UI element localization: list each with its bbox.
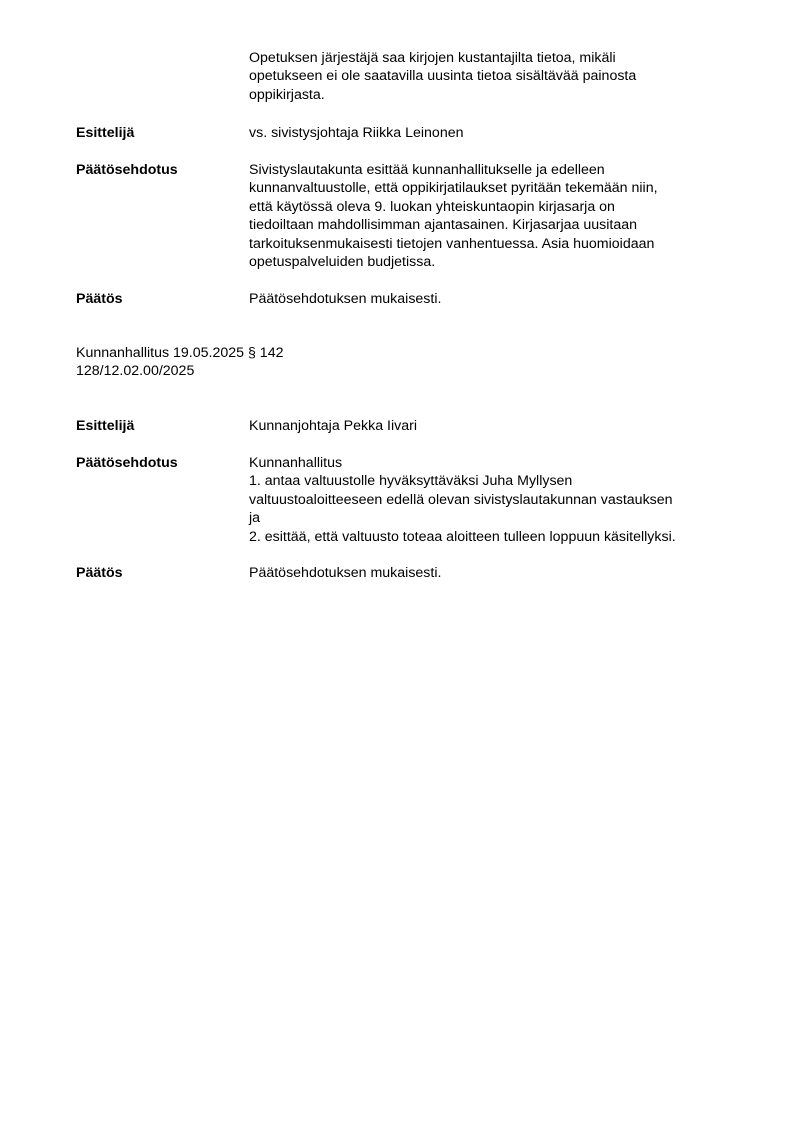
proposal-line: Kunnanhallitus <box>249 455 343 471</box>
presenter-value: Kunnanjohtaja Pekka Iivari <box>249 418 417 434</box>
proposal-line: Sivistyslautakunta esittää kunnanhallitukselle ja edelleen <box>249 162 605 178</box>
proposal-text <box>249 161 739 271</box>
proposal-line: kunnanvaltuustolle, että oppikirjatilaukset pyritään tekemään niin, <box>249 180 658 197</box>
proposal-line: valtuustoaloitteeseen edellä olevan sivistyslautakunnan vastauksen <box>249 491 673 508</box>
proposal-label: Päätösehdotus <box>76 455 178 471</box>
intro-paragraph <box>249 49 739 104</box>
presenter-label: Esittelijä <box>76 418 135 434</box>
proposal-line: 2. esittää, että valtuusto toteaa aloitteen tulleen loppuun käsitellyksi. <box>249 528 676 545</box>
proposal-line: opetuspalveluiden budjetissa. <box>249 254 436 271</box>
intro-line: opetukseen ei ole saatavilla uusinta tietoa sisältävää painosta <box>249 68 637 85</box>
proposal-line: tiedoiltaan mahdollisimman ajantasainen. Kirjasarjaa uusitaan <box>249 217 638 234</box>
proposal-text <box>249 454 739 546</box>
proposal-label: Päätösehdotus <box>76 162 178 178</box>
meeting-line: Kunnanhallitus 19.05.2025 § 142 <box>76 345 284 361</box>
decision-label: Päätös <box>76 291 123 307</box>
decision-label: Päätös <box>76 565 123 581</box>
proposal-line: tarkoituksenmukaisesti tietojen vanhentuessa. Asia huomioidaan <box>249 235 655 252</box>
proposal-line: ja <box>249 510 261 527</box>
presenter-value: vs. sivistysjohtaja Riikka Leinonen <box>249 125 464 141</box>
presenter-label: Esittelijä <box>76 125 135 141</box>
intro-line: oppikirjasta. <box>249 86 325 103</box>
meeting-reference <box>76 344 736 381</box>
decision-value: Päätösehdotuksen mukaisesti. <box>249 291 442 307</box>
proposal-line: 1. antaa valtuustolle hyväksyttäväksi Juha Myllysen <box>249 473 573 490</box>
case-number: 128/12.02.00/2025 <box>76 363 195 380</box>
proposal-line: että käytössä oleva 9. luokan yhteiskuntaopin kirjasarja on <box>249 198 615 215</box>
intro-line: Opetuksen järjestäjä saa kirjojen kustantajilta tietoa, mikäli <box>249 50 616 66</box>
decision-value: Päätösehdotuksen mukaisesti. <box>249 565 442 581</box>
